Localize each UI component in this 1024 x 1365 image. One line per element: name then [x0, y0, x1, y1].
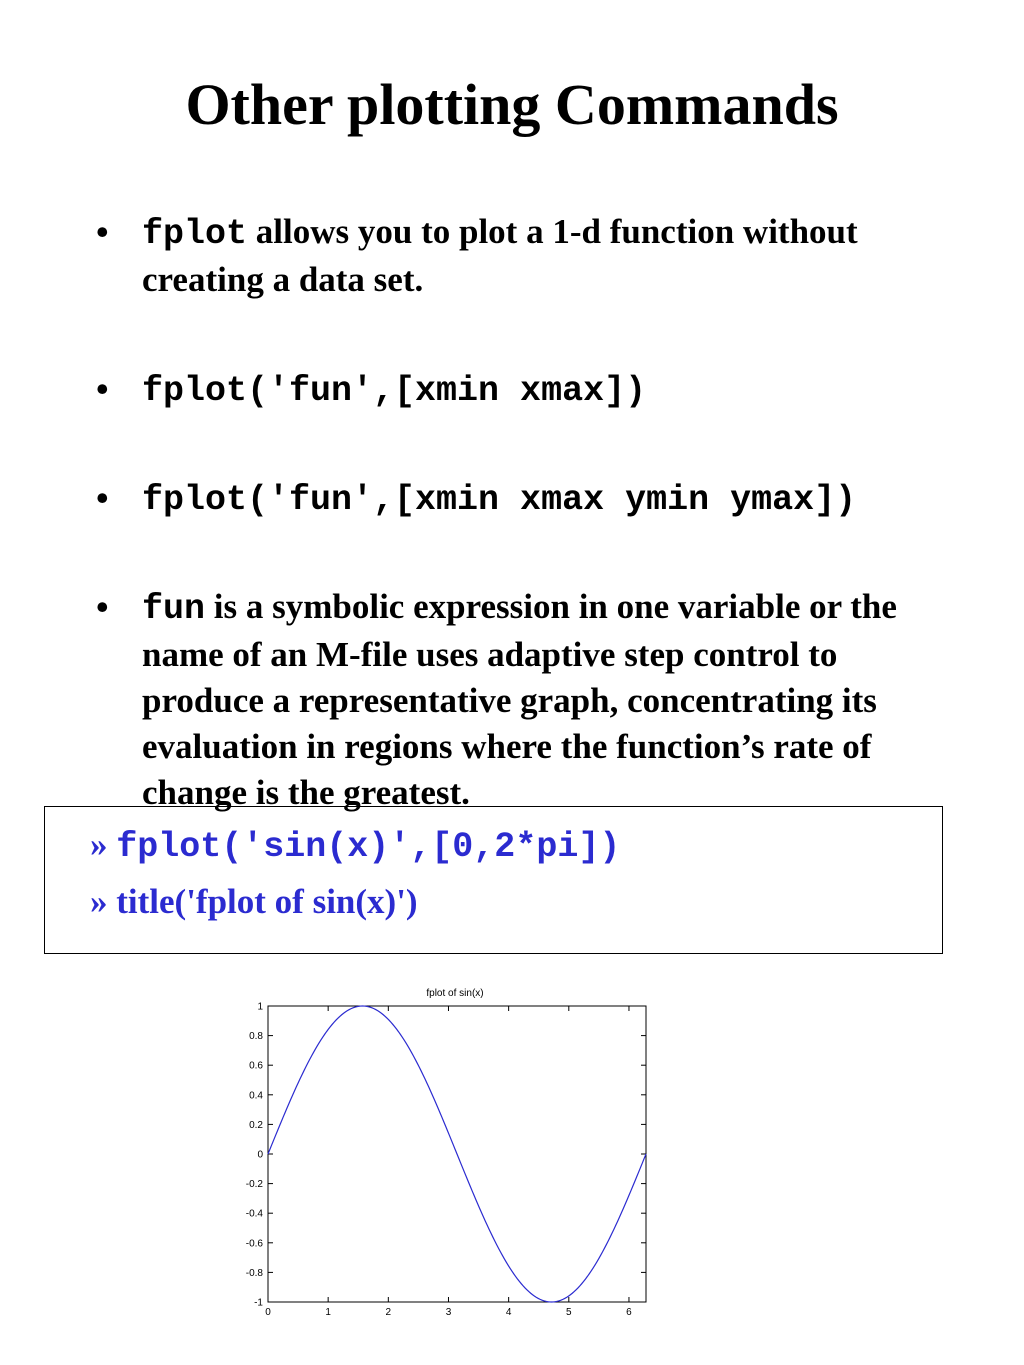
command-line-1: [90, 822, 620, 870]
x-tick-label: 0: [265, 1307, 271, 1318]
y-tick-label: 0.4: [249, 1090, 263, 1102]
bullet-marker: •: [96, 478, 109, 518]
bullet-4-text: is a symbolic expression in one variable or the name of an M-file uses adaptive step control to produce a representative graph, concentrating its evaluation in regions where the function’s rate of change is the greatest.: [142, 587, 897, 812]
y-tick-label: -0.8: [245, 1267, 263, 1279]
x-tick-label: 6: [626, 1307, 632, 1318]
bullet-2-code: fplot('fun',[xmin xmax]): [142, 371, 647, 411]
command-prompt: »: [90, 882, 108, 921]
y-axis: [246, 1002, 646, 1309]
bullet-1-code: fplot: [142, 214, 248, 254]
y-tick-label: 0.8: [249, 1031, 263, 1043]
bullet-1-text: allows you to plot a 1-d function without creating a data set.: [142, 212, 858, 299]
sine-plot: [230, 980, 670, 1330]
y-tick-label: -0.4: [245, 1208, 263, 1220]
slide-title: Other plotting Commands: [185, 72, 839, 137]
y-tick-label: -0.6: [245, 1238, 263, 1250]
x-axis: [265, 1006, 632, 1318]
command-prompt: »: [90, 825, 108, 864]
bullet-3: [142, 475, 942, 523]
y-tick-label: -1: [254, 1297, 263, 1309]
y-tick-label: 0: [257, 1149, 263, 1161]
bullet-3-code: fplot('fun',[xmin xmax ymin ymax]): [142, 480, 857, 520]
bullet-2: [142, 366, 942, 414]
bullet-marker: •: [96, 212, 109, 252]
y-tick-label: 1: [257, 1001, 263, 1013]
command-line-2: [90, 879, 418, 925]
series-line-sin: [268, 1006, 646, 1302]
y-tick-label: 0.2: [249, 1119, 263, 1131]
bullet-marker: •: [96, 587, 109, 627]
y-tick-label: 0.6: [249, 1060, 263, 1072]
bullet-4: [142, 584, 942, 816]
command-1-code: fplot('sin(x)',[0,2*pi]): [116, 827, 621, 867]
x-tick-label: 3: [445, 1307, 452, 1318]
chart-title: fplot of sin(x): [426, 988, 484, 999]
bullet-1: [142, 209, 942, 303]
x-tick-label: 4: [505, 1307, 512, 1318]
x-tick-label: 5: [566, 1307, 572, 1318]
bullet-4-code: fun: [142, 589, 206, 629]
x-tick-label: 1: [325, 1307, 331, 1318]
bullet-marker: •: [96, 369, 109, 409]
x-tick-label: 2: [385, 1307, 392, 1318]
y-tick-label: -0.2: [245, 1179, 263, 1191]
command-2-code: title('fplot of sin(x)'): [116, 882, 418, 921]
